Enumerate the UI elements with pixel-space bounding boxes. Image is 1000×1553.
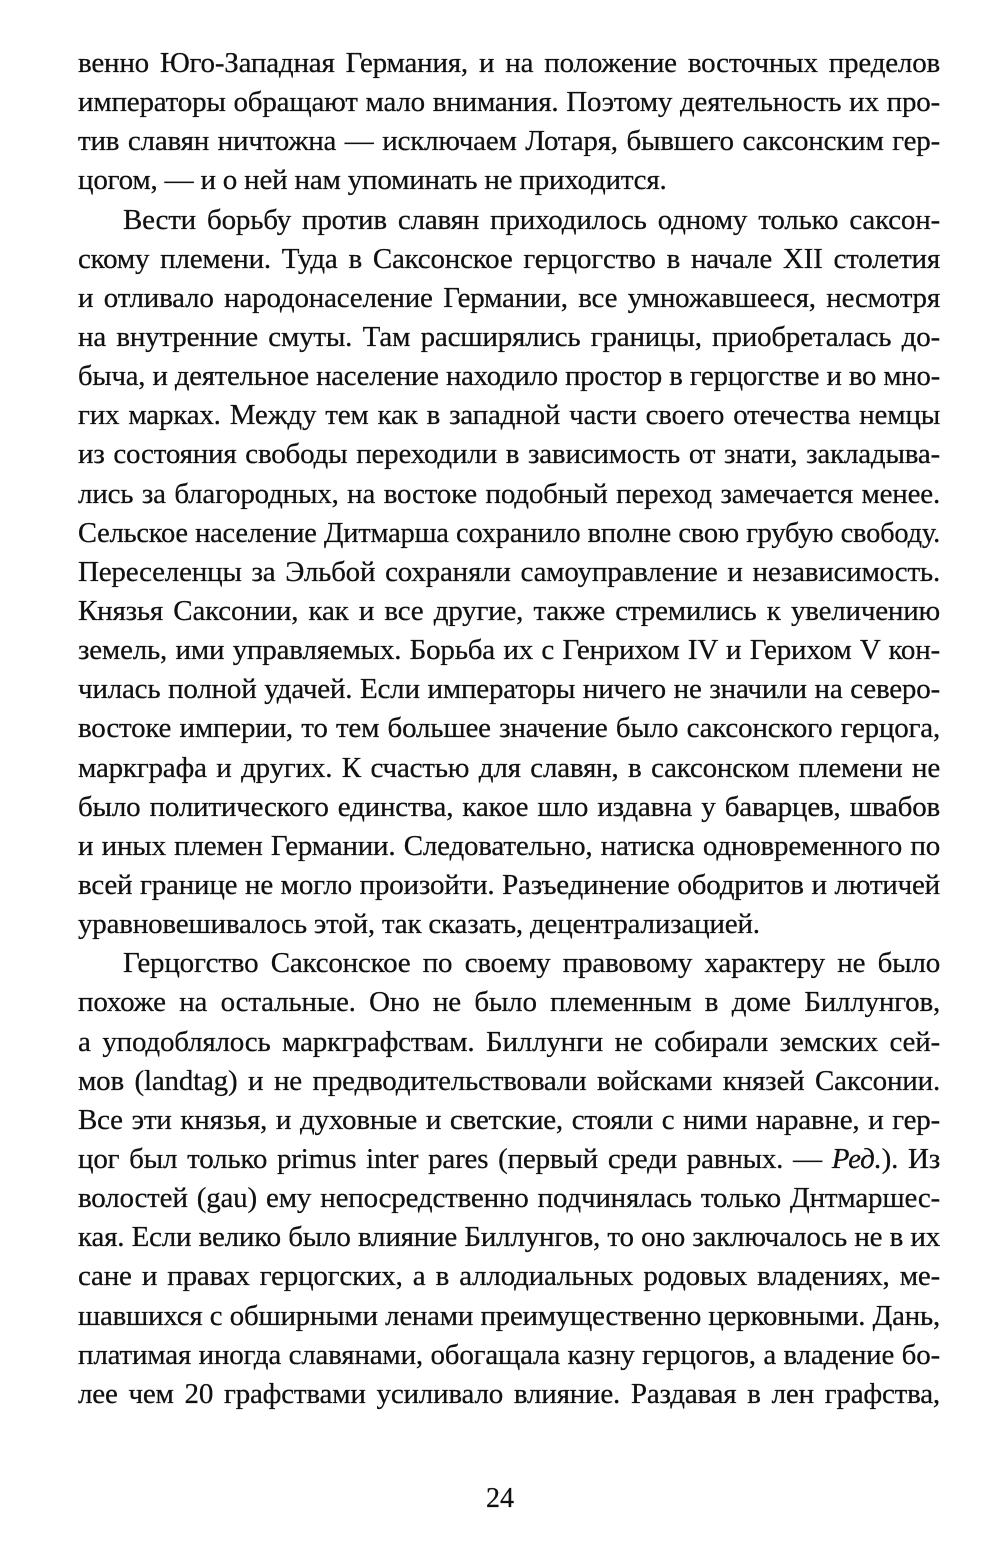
text-line: и иных племен Германии. Следовательно, натиска одновременного по	[78, 829, 940, 862]
text-line: уравновешивалось этой, так сказать, децентрализацией.	[78, 908, 760, 941]
text-line: и отливало народонаселение Германии, все умножавшееся, несмотря	[78, 281, 940, 314]
text-line: Князья Саксонии, как и все другие, также стремились к увеличению	[78, 594, 940, 627]
page-number	[0, 1482, 1000, 1516]
text-line: цог был только primus inter pares (первый среди равных. — Ред.). Из	[78, 1142, 940, 1175]
text-line: на внутренние смуты. Там расширялись границы, приобреталась до-	[78, 320, 940, 353]
text-line: а уподоблялось маркграфствам. Биллунги не собирали земских сей-	[78, 1025, 940, 1058]
text-line: скому племени. Туда в Саксонское герцогство в начале XII столетия	[78, 242, 940, 275]
text-line: волостей (gau) ему непосредственно подчинялась только Днтмаршес-	[78, 1182, 940, 1215]
text-line: шавшихся с обширными ленами преимущественно церковными. Дань,	[78, 1299, 940, 1332]
text-line: мов (landtag) и не предводительствовали войсками князей Саксонии.	[78, 1064, 940, 1097]
text-line: Все эти князья, и духовные и светские, стояли с ними наравне, и гер-	[78, 1103, 940, 1136]
text-line: было политического единства, какое шло издавна у баварцев, швабов	[78, 790, 940, 823]
text-line: Вести борьбу против славян приходилось одному только саксон-	[123, 203, 940, 236]
text-line: лее чем 20 графствами усиливало влияние. Раздавая в лен графства,	[78, 1377, 940, 1410]
page-number-text: 24	[486, 1483, 514, 1514]
text-line: гих марках. Между тем как в западной части своего отечества немцы	[78, 399, 940, 432]
text-line: венно Юго-Западная Германия, и на положение восточных пределов	[78, 47, 940, 79]
text-line: цогом, — и о ней нам упоминать не приходится.	[78, 164, 667, 197]
text-line: всей границе не могло произойти. Разъединение ободритов и лютичей	[78, 868, 940, 901]
text-line: из состояния свободы переходили в зависимость от знати, закладыва-	[78, 438, 940, 471]
text-line: быча, и деятельное население находило простор в герцогстве и во мно-	[78, 360, 940, 393]
text-line: похоже на остальные. Оно не было племенным в доме Биллунгов,	[78, 986, 940, 1019]
text-line: земель, ими управляемых. Борьба их с Генрихом IV и Герихом V кон-	[78, 634, 940, 667]
editor-note-abbrev: Ред.	[831, 1142, 882, 1175]
text-line: чилась полной удачей. Если императоры ничего не значили на северо-	[78, 673, 940, 706]
text-line: сане и правах герцогских, а в аллодиальных родовых владениях, ме-	[78, 1260, 940, 1293]
text-line: Переселенцы за Эльбой сохраняли самоуправление и независимость.	[78, 555, 940, 588]
text-line: платимая иногда славянами, обогащала казну герцогов, а владение бо-	[78, 1338, 940, 1371]
text-line: востоке империи, то тем большее значение было саксонского герцога,	[78, 712, 940, 745]
text-line: тив славян ничтожна — исключаем Лотаря, бывшего саксонским гер-	[78, 125, 940, 158]
text-line: императоры обращают мало внимания. Поэтому деятельность их про-	[78, 86, 940, 119]
text-line: маркграфа и других. К счастью для славян, в саксонском племени не	[78, 751, 940, 784]
text-line: Герцогство Саксонское по своему правовому характеру не было	[123, 947, 940, 980]
text-line: кая. Если велико было влияние Биллунгов, то оно заключалось не в их	[78, 1221, 940, 1254]
text-line: Сельское население Дитмарша сохранило вполне свою грубую свободу.	[78, 517, 940, 549]
text-line: лись за благородных, на востоке подобный переход замечается менее.	[78, 477, 940, 510]
body-text	[78, 44, 940, 1414]
